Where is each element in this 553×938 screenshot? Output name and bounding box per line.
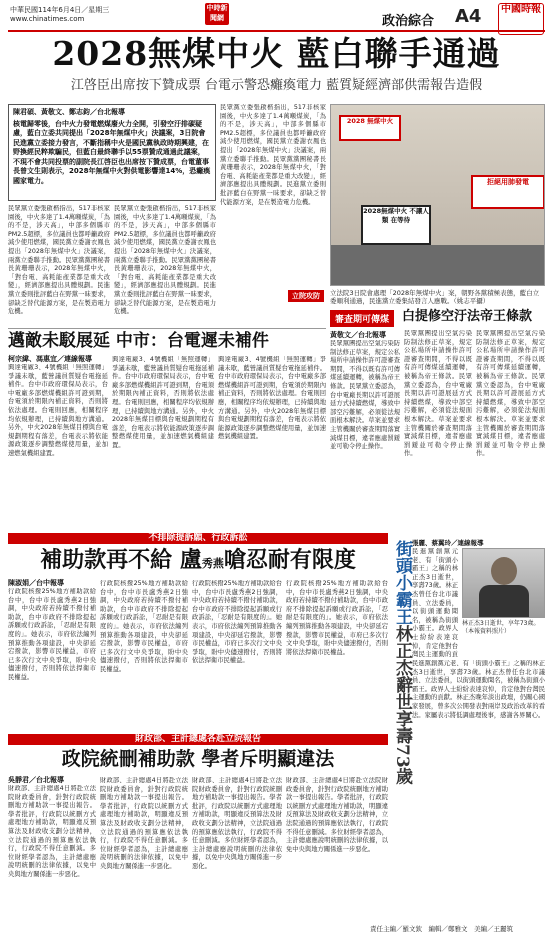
story3-col2: 民眾黨團提出空氣污染防制法修正草案，規定公私場所申請操作許可證審查期間，不得以既有許可傳煤延續運轉，被稱為帝王條款。民眾黨立委認為，台中電廠長期以許可證展延方式持續燃煤，導致中部空污難解，必須從法規面根本解決。草案並要求主管機關於審查期間落實減煤目標，違者應處罰鍰並可勒令停止操作。 bbox=[404, 330, 472, 458]
story5-col3: 財政部、主計總處4日將赴立法院財政委員會，針對行政院統刪地方補助款一事提出報告。學者批評，行政院以統刪方式處理地方補助款，明顯違反預算法及財政收支劃分法精神，立法院通過的預算應依法執行，行政院不得任意刪減。多位財經學者認為，主計總處應說明統刪的法律依據，以免中央與地方關係進一步惡化。 bbox=[192, 777, 282, 870]
story6-vertical-headline bbox=[392, 540, 411, 925]
lead-headline: 2028無煤中火 藍白聯手通過 bbox=[52, 34, 501, 73]
story6-byline: 張麗、蔡翼玲／連線報導 bbox=[412, 539, 484, 547]
story4-headline-part-b: 嗆忍耐有限度 bbox=[223, 547, 356, 573]
story5-col2: 財政部、主計總處4日將赴立法院財政委員會，針對行政院統刪地方補助款一事提出報告。學者批評，行政院以統刪方式處理地方補助款，明顯違反預算法及財政收支劃分法精神，立法院通過的預算應依法執行，行政院不得任意刪減。多位財經學者認為，主計總處應說明統刪的法律依據，以免中央與地方關係進一步惡化。 bbox=[100, 777, 188, 870]
story3-tag: 審查期可傳煤 bbox=[330, 310, 394, 327]
story3-col3: 民眾黨團提出空氣污染防制法修正草案，規定公私場所申請操作許可證審查期間，不得以既有許可傳煤延續運轉，被稱為帝王條款。民眾黨立委認為，台中電廠長期以許可證展延方式持續燃煤，導致中部空污難解，必須從法規面根本解決。草案並要求主管機關於審查期間落實減煤目標，違者應處罰鍰並可勒令停止操作。 bbox=[476, 330, 545, 458]
story5-col1: 財政部、主計總處4日將赴立法院財政委員會，針對行政院統刪地方補助款一事提出報告。學者批評，行政院以統刪方式處理地方補助款，明顯違反預算法及財政收支劃分法精神，立法院通過的預算應依法執行，行政院不得任意刪減。多位財經學者認為，主計總處應說明統刪的法律依據，以免中央與地方關係進一步惡化。 bbox=[8, 785, 96, 878]
story2-col3: 興達電廠3、4號機組「無照運轉」爭議未歇，藍營議員質疑台電拖延補件。台中市政府環保局表示，台中電廠多部燃煤機組許可證到期，台電須於期限內補正資料，否則將依法處理。台電則回應，相關程序均依規辦理，已持續與地方溝通。另外，中火2028年無煤目標與台電規劃期程有落差，台電表示將依能源政策逐步調整燃煤使用量，並加速燃氣機組建置。 bbox=[218, 356, 326, 441]
story6-headline-part-c: 享壽73歲 bbox=[392, 710, 412, 785]
story4-headline-part-a: 補助款再不給 盧 bbox=[40, 547, 202, 573]
story4-col4: 行政院核撥25%地方補助款給台中，台中市長盧秀燕2日強調，中央政府若持續不撥付補助款，台中市政府不排除提起訴願或行政訴訟，「忍耐是有限度的」。她表示，市府依法編列預算推動各項建設，中央卻延宕撥款，影響市民權益，市府已多次行文中央爭取，盼中央儘速撥付，否則將依法捍衛市民權益。 bbox=[286, 580, 388, 656]
brand-badge bbox=[205, 3, 229, 25]
sign-3-text: 2028無煤中火 不讓人類 在等待 bbox=[363, 207, 429, 224]
story6-photo-caption: 林正杰3日逝世，享年73歲。（本報資料照片） bbox=[462, 620, 540, 635]
story4-headline bbox=[8, 546, 388, 578]
story6-headline-part-b: 林正杰辭世 bbox=[392, 625, 412, 710]
dateline bbox=[10, 6, 109, 24]
story3-headline: 白提修空汙法帝王條款 bbox=[402, 309, 533, 324]
story4-byline: 陳淑娟／台中報導 bbox=[8, 579, 64, 587]
story4-col1: 行政院核撥25%地方補助款給台中，台中市長盧秀燕2日強調，中央政府若持續不撥付補助款，台中市政府不排除提起訴願或行政訴訟，「忍耐是有限度的」。她表示，市府依法編列預算推動各項建設，中央卻延宕撥款，影響市民權益，市府已多次行文中央爭取，盼中央儘速撥付，否則將依法捍衛市民權益。 bbox=[8, 588, 96, 681]
date-text: 中華民國114年6月4日／星期三 bbox=[10, 6, 110, 14]
logo-text: 中國時報 bbox=[501, 4, 541, 15]
story2-rule bbox=[8, 328, 326, 329]
story5-col4: 財政部、主計總處4日將赴立法院財政委員會，針對行政院統刪地方補助款一事提出報告。學者批評，行政院以統刪方式處理地方補助款，明顯違反預算法及財政收支劃分法精神，立法院通過的預算應依法執行，行政院不得任意刪減。多位財經學者認為，主計總處應說明統刪的法律依據，以免中央與地方關係進一步惡化。 bbox=[286, 777, 388, 853]
story6-col-bottom: 民進黨創黨元老、有「街頭小霸王」之稱的林正杰3日逝世，享壽73歲。林正杰曾任台北市議員、立法委員，以街頭運動聞名，被稱為街頭小霸王。政界人士紛紛表達哀悼，肯定他對台灣民主運動的貢獻。林正杰晚年淡出政壇，仍關心國家發展，曾多次公開發表對兩岸及政治改革的看法。家屬表示將低調處理後事，感謝各界關心。 bbox=[412, 660, 545, 719]
story2-headline: 邁敵未駁展延 中市：台電遲未補件 bbox=[8, 331, 269, 351]
lead-subheadline: 江啓臣出席按下贊成票 台電示警恐癱瘓電力 藍質疑經濟部供需報告造假 bbox=[70, 78, 483, 93]
sign-2-text: 拒絕用肺發電 bbox=[487, 178, 529, 186]
story5-byline: 吳靜君／台北報導 bbox=[8, 776, 64, 784]
lead-body-col3: 民眾黨立委張啟楷指出，517非核家園後，中火多達了1.4萬噸煤炭，「為的不是，涉天高」，中部多個縣市PM2.5超標，多位議員也都呼籲政府減少使用燃煤，國民黨立委謝衣鳯也提出「2028年無煤中火」決議案，兩黨立委聯手推動。民眾黨黨團秘書長黃珊珊表示，2028年無煤中火，「對台電、高耗能產業都是重大改變」，經濟部應提出具體規劃。民進黨立委則批評藍白在野黨一昧要求，卻缺乏替代能源方案，是在製造電力危機。 bbox=[220, 104, 326, 206]
story6-headline-part-a: 街頭小霸王 bbox=[392, 540, 412, 625]
header-rule bbox=[8, 30, 545, 32]
story2-byline: 柯宗緯、馮惠宜／連線報導 bbox=[8, 355, 92, 363]
page-number: A4 bbox=[455, 6, 482, 27]
story5-headline: 政院統刪補助款 學者斥明顯違法 bbox=[61, 748, 335, 770]
protest-sign-1 bbox=[339, 115, 401, 141]
story4-col2: 行政院核撥25%地方補助款給台中，台中市長盧秀燕2日強調，中央政府若持續不撥付補助款，台中市政府不排除提起訴願或行政訴訟，「忍耐是有限度的」。她表示，市府依法編列預算推動各項建設，中央卻延宕撥款，影響市民權益，市府已多次行文中央爭取，盼中央儘速撥付，否則將依法捍衛市民權益。 bbox=[100, 580, 188, 673]
website-text[interactable]: www.chinatimes.com bbox=[10, 15, 85, 23]
lead-summary-box bbox=[8, 104, 216, 201]
story6-col-top: 民進黨創黨元老、有「街頭小霸王」之稱的林正杰3日逝世，享壽73歲。林正杰曾任台北市議員、立法委員，以街頭運動聞名，被稱為街頭小霸王。政界人士紛紛表達哀悼，肯定他對台灣民主運動的貢 bbox=[412, 548, 458, 658]
lead-body-col1: 民眾黨立委張啟楷指出，517非核家園後，中火多達了1.4萬噸煤炭，「為的不是，涉天高」，中部多個縣市PM2.5超標，多位議員也都呼籲政府減少使用燃煤，國民黨立委謝衣鳯也提出「2028年無煤中火」決議案，兩黨立委聯手推動。民眾黨黨團秘書長黃珊珊表示，2028年無煤中火，「對台電、高耗能產業都是重大改變」，經濟部應提出具體規劃。民進黨立委則批評藍白在野黨一昧要求，卻缺乏替代能源方案，是在製造電力危機。 bbox=[8, 205, 110, 316]
sign-1-text: 2028 無煤中火 bbox=[346, 117, 394, 125]
story3-byline: 黃敬文／台北報導 bbox=[330, 331, 386, 339]
lead-body-col2: 民眾黨立委張啟楷指出，517非核家園後，中火多達了1.4萬噸煤炭，「為的不是，涉天高」，中部多個縣市PM2.5超標，多位議員也都呼籲政府減少使用燃煤，國民黨立委謝衣鳯也提出「2028年無煤中火」決議案，兩黨立委聯手推動。民眾黨黨團秘書長黃珊珊表示，2028年無煤中火，「對台電、高耗能產業都是重大改變」，經濟部應提出具體規劃。民進黨立委則批評藍白在野黨一昧要求，卻缺乏替代能源方案，是在製造電力危機。 bbox=[114, 205, 216, 316]
story3-col1: 民眾黨團提出空氣污染防制法修正草案，規定公私場所申請操作許可證審查期間，不得以既有許可傳煤延續運轉，被稱為帝王條款。民眾黨立委認為，台中電廠長期以許可證展延方式持續燃煤，導致中部空污難解，必須從法規面根本解決。草案並要求主管機關於審查期間落實減煤目標，違者應處罰鍰並可勒令停止操作。 bbox=[330, 340, 400, 451]
photo-caption: 立法院3日院會處理「2028年無煤中火」案，朝野各黨積極表態，藍白立委順利通過，民進黨立委集結發言人應戰。（姚志平攝） bbox=[330, 289, 540, 305]
story2-col1: 興達電廠3、4號機組「無照運轉」爭議未歇，藍營議員質疑台電拖延補件。台中市政府環保局表示，台中電廠多部燃煤機組許可證到期，台電須於期限內補正資料，否則將依法處理。台電則回應，相關程序均依規辦理，已持續與地方溝通。另外，中火2028年無煤目標與台電規劃期程有落差，台電表示將依能源政策逐步調整燃煤使用量，並加速燃氣機組建置。 bbox=[8, 364, 108, 457]
legislature-photo bbox=[330, 104, 545, 286]
portrait-body-shape bbox=[479, 585, 529, 618]
story4-banner: 不排除提訴願、行政訴訟 bbox=[8, 533, 388, 544]
lin-zhengjie-photo bbox=[462, 548, 545, 618]
editor-credits: 責任主編／羅文欽 編輯／鄭雅文 美編／王麗筑 bbox=[370, 925, 513, 933]
story4-headline-mayor: 秀燕 bbox=[201, 557, 224, 570]
story2-col2: 興達電廠3、4號機組「無照運轉」爭議未歇，藍營議員質疑台電拖延補件。台中市政府環保局表示，台中電廠多部燃煤機組許可證到期，台電須於期限內補正資料，否則將依法處理。台電則回應，相關程序均依規辦理，已持續與地方溝通。另外，中火2028年無煤目標與台電規劃期程有落差，台電表示將依能源政策逐步調整燃煤使用量，並加速燃氣機組建置。 bbox=[112, 356, 214, 449]
lead-summary: 核電歸零後，台中火力發電燃煤廢火力全開，引發空汙排碳疑慮，藍白立委共同提出「2028年無煤中火」決議案，3日院會民進黨立委接力發言，不斷指稱中火是國民黨執政時期興建，在野換經民粹欺騙民，但藍白最終聯手以55票贊成通過此議案，不現不會共同投票的副院長江啓臣也出席按下贊成票，台電董事長曾文生則表示，2028年無煤中火對供電影響達14%，恐癱瘓國家電力。 bbox=[13, 119, 211, 185]
crowd-shape bbox=[331, 245, 545, 286]
brand-text: 中時新聞網 bbox=[206, 4, 228, 22]
photo-tag: 立院攻防 bbox=[288, 290, 324, 302]
portrait-head-shape bbox=[491, 557, 517, 585]
protest-sign-3 bbox=[361, 205, 431, 245]
story4-col3: 行政院核撥25%地方補助款給台中，台中市長盧秀燕2日強調，中央政府若持續不撥付補助款，台中市政府不排除提起訴願或行政訴訟，「忍耐是有限度的」。她表示，市府依法編列預算推動各項建設，中央卻延宕撥款，影響市民權益，市府已多次行文中央爭取，盼中央儘速撥付，否則將依法捍衛市民權益。 bbox=[192, 580, 282, 665]
protest-sign-2 bbox=[471, 175, 545, 209]
lead-byline: 陳君碩、黃敬文、鄭志鈞／台北報導 bbox=[13, 108, 125, 116]
section-title: 政治綜合 bbox=[382, 14, 435, 29]
story5-banner: 財政部、主計總處各赴立院報告 bbox=[8, 734, 388, 745]
